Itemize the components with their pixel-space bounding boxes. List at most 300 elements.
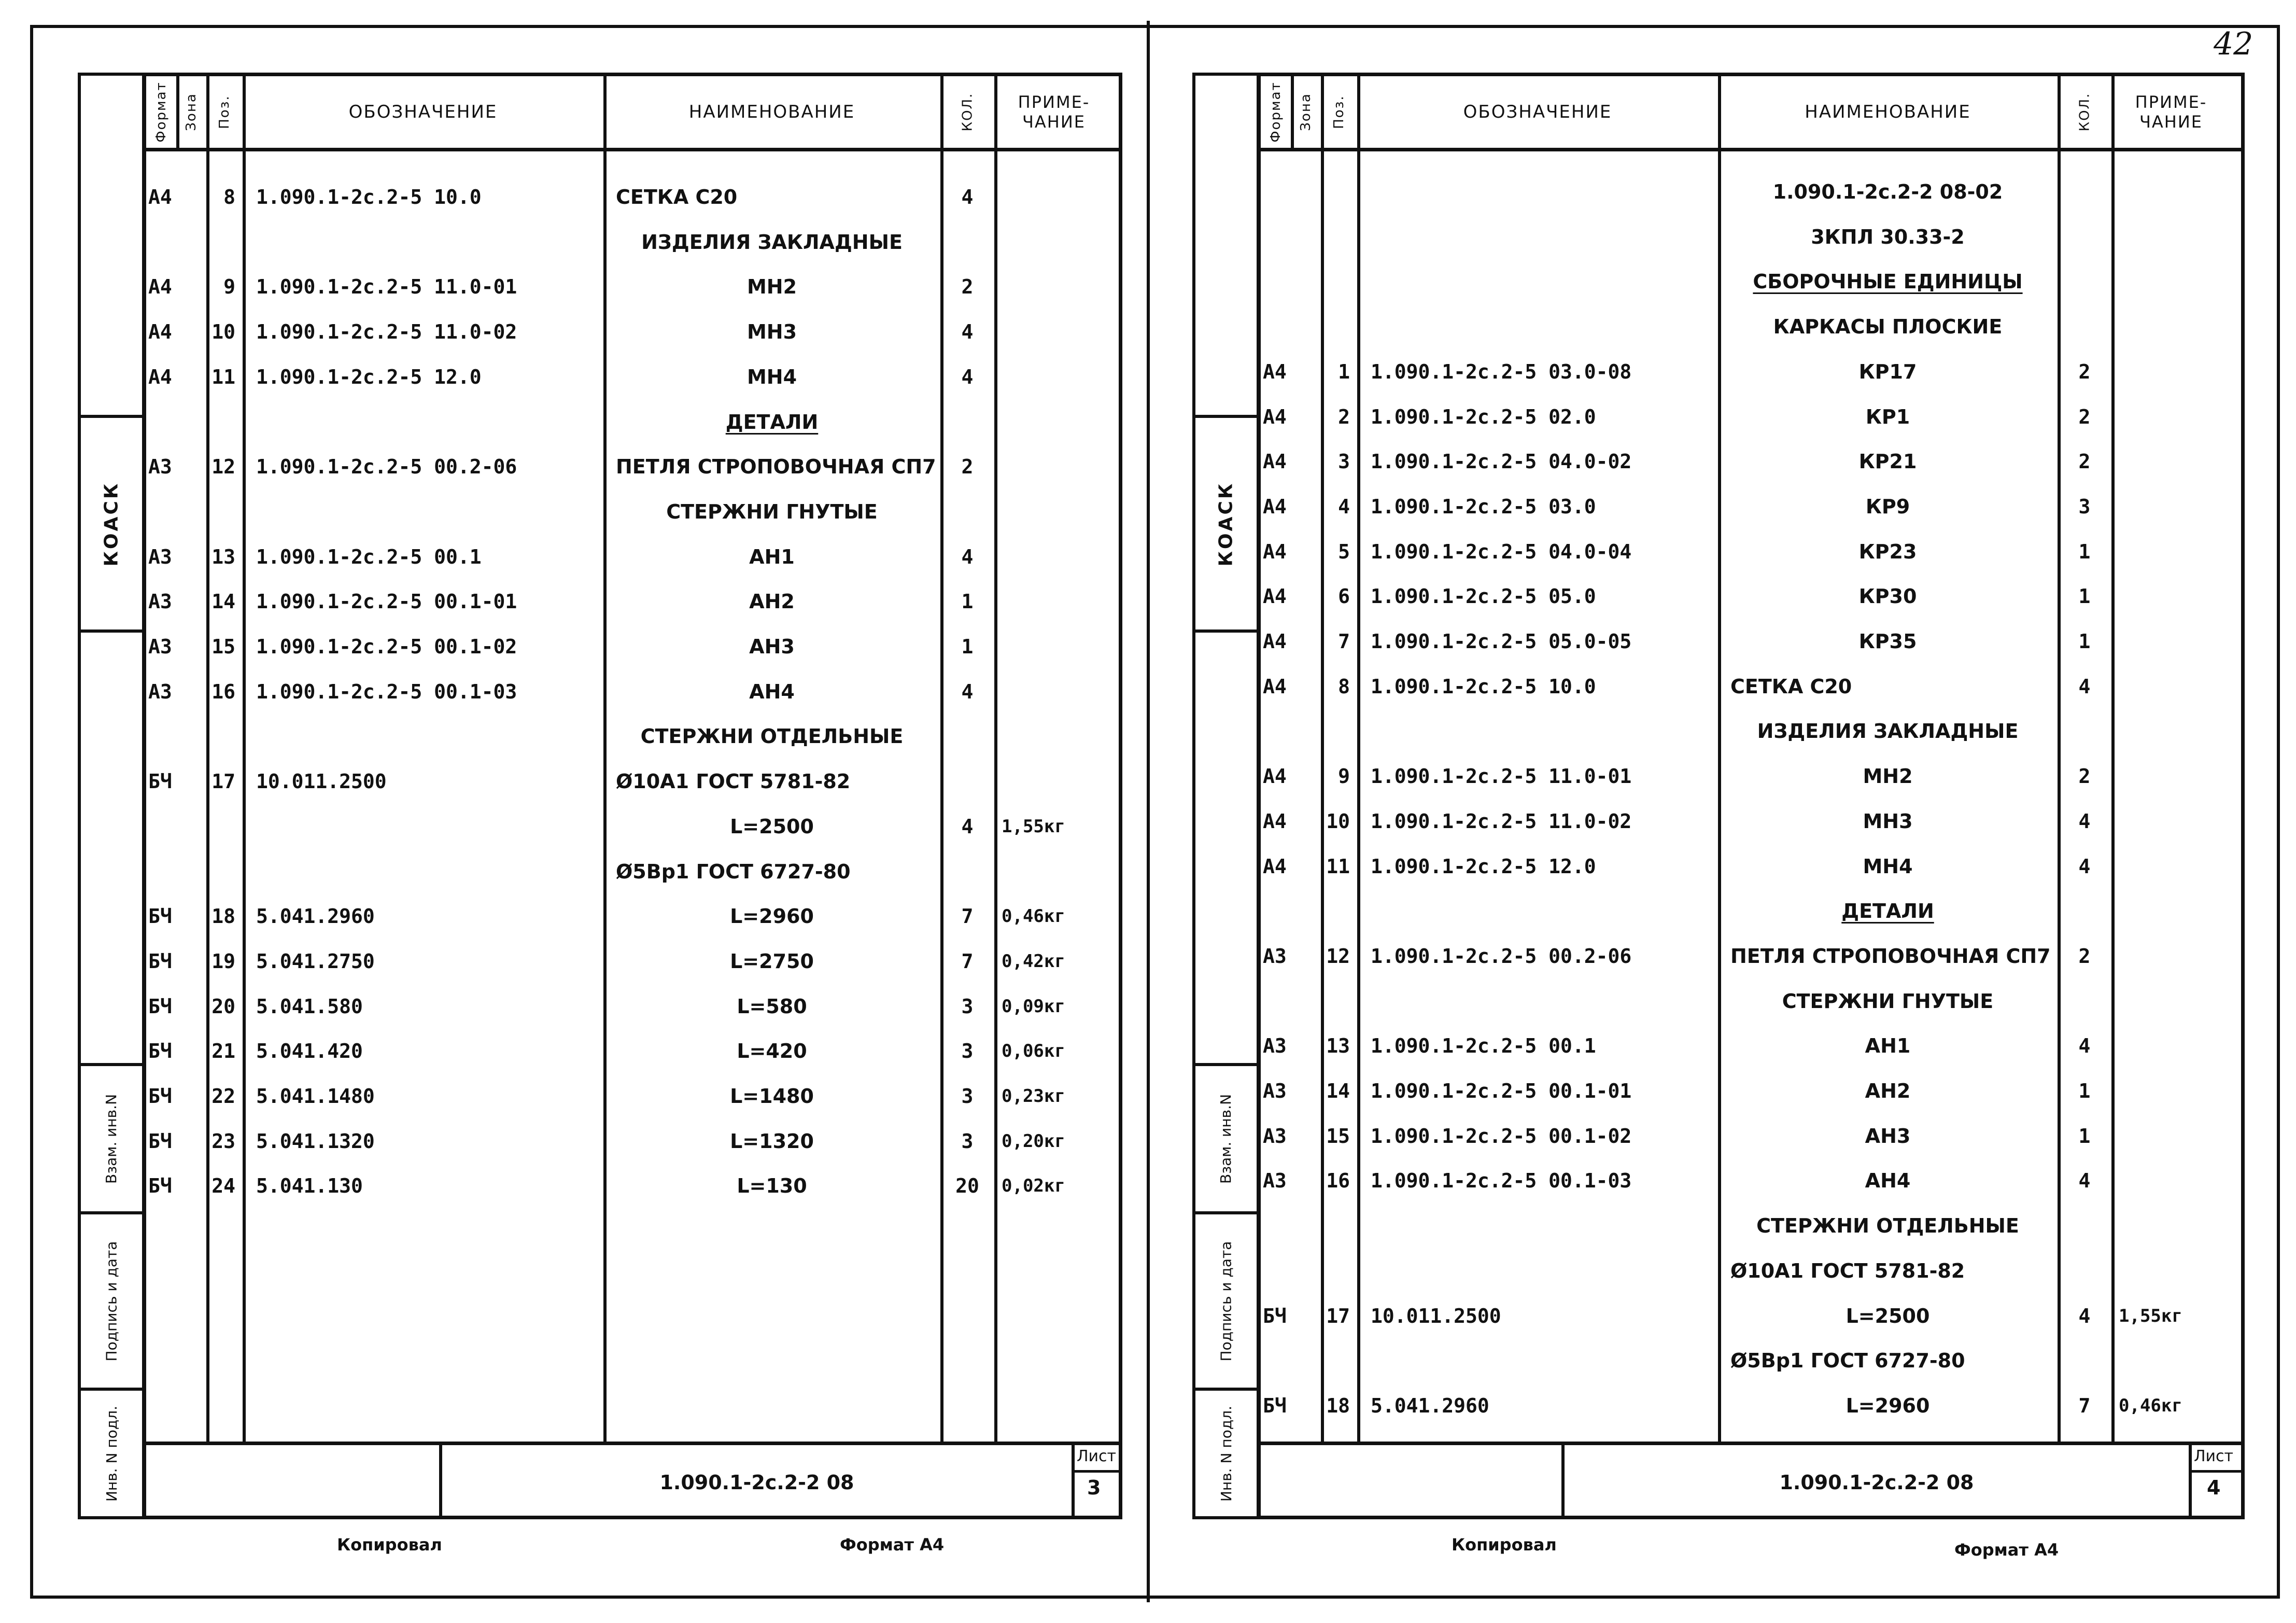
name-cell: Ø10А1 ГОСТ 5781-82	[616, 770, 851, 793]
pos-cell: 11	[1326, 855, 1350, 878]
note-cell	[997, 220, 1117, 264]
table-row	[1261, 709, 2241, 753]
name-cell: Ø5Вр1 ГОСТ 6727-80	[616, 860, 851, 883]
pos-cell: 23	[212, 1129, 235, 1153]
right-vzam-label: Взам. инв.N	[1217, 1094, 1235, 1184]
format-cell: А3	[1263, 1124, 1287, 1148]
table-row	[1261, 395, 2241, 439]
designation-cell: 1.090.1-2с.2-5 11.0-02	[1371, 809, 1632, 833]
format-cell: А4	[148, 365, 172, 388]
designation-cell: 1.090.1-2с.2-5 03.0-08	[1371, 360, 1632, 383]
designation-cell: 1.090.1-2с.2-5 00.1	[1371, 1034, 1596, 1058]
designation-cell	[1357, 1249, 1718, 1293]
format-cell: БЧ	[148, 1129, 172, 1153]
designation-cell: 1.090.1-2с.2-5 00.1-01	[1371, 1080, 1632, 1102]
name-cell: МН3	[746, 320, 797, 344]
left-list-number: 3	[1087, 1476, 1101, 1499]
designation-cell	[243, 714, 603, 759]
left-table-header	[146, 76, 1119, 151]
pos-cell: 18	[1326, 1394, 1350, 1417]
note-cell	[997, 264, 1117, 309]
pos-cell	[1321, 889, 1357, 933]
col-qty-header: КОЛ.	[960, 92, 975, 132]
qty-cell: 4	[2078, 1169, 2091, 1193]
name-cell: L=2500	[730, 815, 814, 838]
table-row	[1261, 484, 2241, 529]
name-cell: КАРКАСЫ ПЛОСКИЕ	[1773, 315, 2003, 339]
underlined-heading: ДЕТАЛИ	[725, 410, 819, 433]
format-cell: А3	[1263, 1080, 1287, 1102]
pos-cell: 19	[212, 949, 235, 973]
designation-cell: 5.041.2750	[256, 949, 375, 973]
name-cell: АН3	[1865, 1124, 1911, 1148]
pos-cell	[206, 714, 243, 759]
table-row	[1261, 304, 2241, 349]
left-vzam-label: Взам. инв.N	[103, 1094, 120, 1184]
name-cell: СТЕРЖНИ ОТДЕЛЬНЫЕ	[1756, 1214, 2019, 1238]
name-cell: АН1	[1865, 1034, 1911, 1058]
qty-cell: 1	[2078, 1124, 2091, 1148]
note-cell	[997, 355, 1117, 399]
qty-cell	[940, 489, 994, 534]
left-list-label: Лист	[1077, 1447, 1117, 1465]
designation-cell: 1.090.1-2с.2-5 11.0-02	[256, 320, 517, 344]
qty-cell: 2	[2078, 405, 2091, 428]
note-cell	[2115, 574, 2234, 619]
designation-cell	[1357, 1338, 1718, 1383]
pos-cell	[206, 220, 243, 264]
col-designation-header: ОБОЗНАЧЕНИЕ	[1463, 102, 1612, 122]
qty-cell	[940, 849, 994, 894]
pos-cell: 16	[212, 680, 235, 703]
pos-cell: 21	[212, 1040, 235, 1063]
name-cell: СТЕРЖНИ ГНУТЫЕ	[1782, 989, 1994, 1013]
table-row	[1261, 1158, 2241, 1203]
right-sheet	[1192, 73, 2245, 1560]
note-cell	[2115, 754, 2234, 799]
note-cell: 0,09кг	[1002, 996, 1065, 1017]
qty-cell: 4	[2078, 1304, 2091, 1327]
format-cell	[146, 714, 176, 759]
note-cell	[997, 535, 1117, 579]
pos-cell: 18	[212, 905, 235, 928]
table-row	[1261, 574, 2241, 619]
format-cell: А4	[1263, 585, 1287, 608]
name-cell: АН2	[749, 590, 795, 613]
pos-cell: 7	[1338, 630, 1350, 653]
page-number: 42	[2214, 26, 2253, 62]
qty-cell	[2058, 979, 2111, 1024]
left-format-label: Формат А4	[840, 1535, 945, 1555]
underlined-heading: ДЕТАЛИ	[1841, 900, 1934, 923]
table-row	[146, 939, 1119, 984]
qty-cell	[2058, 1204, 2111, 1248]
qty-cell: 3	[2078, 495, 2091, 518]
qty-cell	[2058, 1249, 2111, 1293]
designation-cell	[1357, 215, 1718, 259]
left-list-divider	[1072, 1470, 1120, 1473]
table-row	[146, 759, 1119, 804]
pos-cell	[206, 804, 243, 849]
designation-cell	[1357, 304, 1718, 349]
qty-cell	[940, 220, 994, 264]
pos-cell	[1321, 979, 1357, 1024]
table-row	[146, 714, 1119, 759]
table-row	[146, 624, 1119, 669]
table-row	[146, 1029, 1119, 1073]
qty-cell: 1	[961, 635, 974, 658]
qty-cell: 2	[961, 275, 974, 299]
table-row	[1261, 1383, 2241, 1428]
designation-cell	[1357, 889, 1718, 933]
qty-cell: 4	[2078, 855, 2091, 878]
format-cell	[1261, 259, 1291, 304]
right-list-number: 4	[2207, 1476, 2221, 1499]
qty-cell: 1	[2078, 1080, 2091, 1102]
table-row	[146, 444, 1119, 489]
pos-cell: 13	[212, 545, 235, 568]
note-cell	[2115, 1069, 2234, 1113]
note-cell	[2115, 844, 2234, 889]
name-cell: 1.090.1-2с.2-2 08-02	[1772, 180, 2003, 203]
name-cell: СЕТКА С20	[1730, 675, 1852, 698]
qty-cell	[940, 400, 994, 444]
designation-cell: 5.041.130	[256, 1174, 363, 1198]
pos-cell: 10	[1326, 809, 1350, 833]
col-name-header: НАИМЕНОВАНИЕ	[688, 102, 855, 122]
format-cell: БЧ	[148, 995, 172, 1018]
name-cell: МН4	[1863, 855, 1913, 878]
table-row	[1261, 619, 2241, 664]
qty-cell	[940, 759, 994, 804]
qty-cell: 4	[2078, 675, 2091, 698]
designation-cell: 1.090.1-2с.2-5 05.0-05	[1371, 630, 1632, 653]
name-cell: Ø5Вр1 ГОСТ 6727-80	[1730, 1349, 1965, 1373]
pos-cell: 6	[1338, 585, 1350, 608]
note-cell	[997, 400, 1117, 444]
pos-cell	[1321, 1249, 1357, 1293]
right-spec-table	[1257, 73, 2245, 1519]
name-cell: L=2960	[1846, 1394, 1930, 1417]
qty-cell: 3	[961, 1085, 974, 1108]
col-pos-header: Поз.	[1331, 95, 1347, 129]
note-cell: 0,20кг	[1002, 1130, 1065, 1152]
designation-cell: 1.090.1-2с.2-5 04.0-04	[1371, 540, 1632, 563]
qty-cell	[2058, 215, 2111, 259]
table-row	[1261, 529, 2241, 574]
note-cell: 0,02кг	[1002, 1176, 1065, 1197]
name-cell: КР23	[1858, 540, 1917, 563]
name-cell: ИЗДЕЛИЯ ЗАКЛАДНЫЕ	[1757, 720, 2019, 743]
note-cell	[2115, 619, 2234, 664]
table-row	[1261, 844, 2241, 889]
table-row	[146, 400, 1119, 444]
format-cell: А3	[148, 455, 172, 479]
pos-cell	[206, 849, 243, 894]
format-cell: БЧ	[148, 949, 172, 973]
name-cell: АН2	[1865, 1080, 1911, 1102]
format-cell: А3	[148, 680, 172, 703]
format-cell	[1261, 1338, 1291, 1383]
col-pos-header: Поз.	[217, 95, 232, 129]
designation-cell: 1.090.1-2с.2-5 00.1	[256, 545, 482, 568]
table-row	[1261, 754, 2241, 799]
right-table-header	[1261, 76, 2241, 151]
note-cell	[997, 310, 1117, 354]
format-cell	[146, 220, 176, 264]
name-cell: ПЕТЛЯ СТРОПОВОЧНАЯ СП7	[1730, 944, 2051, 968]
name-cell: АН1	[749, 545, 795, 568]
qty-cell: 4	[961, 365, 974, 388]
right-list-label: Лист	[2194, 1447, 2234, 1465]
designation-cell: 1.090.1-2с.2-5 04.0-02	[1371, 450, 1632, 473]
table-row	[146, 849, 1119, 894]
format-cell: А4	[1263, 450, 1287, 473]
designation-cell: 1.090.1-2с.2-5 00.1-03	[1371, 1169, 1632, 1193]
designation-cell: 5.041.2960	[1371, 1394, 1489, 1417]
note-cell	[997, 489, 1117, 534]
note-cell	[2115, 1158, 2234, 1203]
table-row	[146, 489, 1119, 534]
pos-cell: 24	[212, 1174, 235, 1198]
designation-cell	[1357, 709, 1718, 753]
designation-cell: 1.090.1-2с.2-5 12.0	[256, 365, 482, 388]
name-cell: АН4	[1865, 1169, 1911, 1193]
table-row	[146, 220, 1119, 264]
qty-cell: 7	[961, 905, 974, 928]
name-cell: МН3	[1863, 809, 1913, 833]
name-cell: Ø10А1 ГОСТ 5781-82	[1730, 1259, 1965, 1282]
right-stamp-code: 1.090.1-2с.2-2 08	[1561, 1445, 2189, 1519]
designation-cell: 1.090.1-2с.2-5 00.1-02	[256, 635, 517, 658]
format-cell	[1261, 709, 1291, 753]
format-cell: А3	[148, 590, 172, 613]
qty-cell: 4	[2078, 809, 2091, 833]
pos-cell: 8	[1338, 675, 1350, 698]
designation-cell: 10.011.2500	[256, 770, 387, 793]
format-cell: А3	[148, 545, 172, 568]
col-note-header: ПРИМЕ-ЧАНИЕ	[2135, 92, 2207, 132]
name-cell: L=420	[737, 1040, 807, 1063]
right-list-divider	[2189, 1470, 2242, 1473]
qty-cell	[2058, 259, 2111, 304]
designation-cell: 1.090.1-2с.2-5 10.0	[1371, 675, 1596, 698]
qty-cell	[2058, 170, 2111, 214]
table-row	[1261, 1024, 2241, 1068]
pos-cell: 14	[1326, 1080, 1350, 1102]
center-fold-line	[1147, 21, 1150, 1602]
note-cell	[2115, 395, 2234, 439]
col-qty-header: КОЛ.	[2077, 92, 2092, 132]
col-name-header: НАИМЕНОВАНИЕ	[1805, 102, 1971, 122]
note-cell: 0,42кг	[1002, 950, 1065, 972]
format-cell: А3	[1263, 944, 1287, 968]
name-cell: L=2960	[730, 905, 814, 928]
name-cell: КР35	[1858, 630, 1917, 653]
name-cell: L=580	[737, 995, 807, 1018]
pos-cell	[1321, 170, 1357, 214]
note-cell	[2115, 484, 2234, 529]
note-cell: 0,06кг	[1002, 1041, 1065, 1062]
designation-cell: 1.090.1-2с.2-5 12.0	[1371, 855, 1596, 878]
name-cell: КР21	[1858, 450, 1917, 473]
qty-cell: 4	[961, 320, 974, 344]
name-cell	[603, 400, 940, 444]
designation-cell: 1.090.1-2с.2-5 11.0-01	[1371, 765, 1632, 788]
pos-cell: 17	[212, 770, 235, 793]
format-cell: А4	[1263, 540, 1287, 563]
col-note-header: ПРИМЕ-ЧАНИЕ	[1018, 92, 1090, 132]
note-cell	[2115, 889, 2234, 933]
col-zone-header: Зона	[1298, 93, 1314, 131]
note-cell	[2115, 1338, 2234, 1383]
table-row	[1261, 259, 2241, 304]
designation-cell: 5.041.1480	[256, 1085, 375, 1108]
table-row	[146, 579, 1119, 624]
pos-cell: 16	[1326, 1169, 1350, 1193]
format-cell: БЧ	[148, 1040, 172, 1063]
qty-cell: 4	[2078, 1034, 2091, 1058]
qty-cell	[2058, 304, 2111, 349]
col-designation-header: ОБОЗНАЧЕНИЕ	[348, 102, 498, 122]
left-sheet	[78, 73, 1120, 1555]
qty-cell: 4	[961, 545, 974, 568]
pos-cell: 15	[212, 635, 235, 658]
designation-cell	[243, 804, 603, 849]
note-cell: 1,55кг	[2119, 1305, 2182, 1326]
qty-cell: 2	[2078, 450, 2091, 473]
format-cell: А3	[148, 635, 172, 658]
qty-cell: 20	[955, 1174, 979, 1198]
note-cell: 1,55кг	[1002, 816, 1065, 837]
format-cell	[1261, 170, 1291, 214]
name-cell: L=2500	[1846, 1304, 1930, 1327]
pos-cell: 9	[1338, 765, 1350, 788]
note-cell	[2115, 1024, 2234, 1068]
designation-cell: 1.090.1-2с.2-5 10.0	[256, 186, 482, 208]
format-cell: БЧ	[148, 905, 172, 928]
col-format-header: Формат	[153, 81, 169, 143]
pos-cell: 14	[212, 590, 235, 613]
pos-cell	[1321, 304, 1357, 349]
pos-cell: 12	[1326, 944, 1350, 968]
left-approval-labels	[78, 1063, 145, 1519]
pos-cell: 15	[1326, 1124, 1350, 1148]
left-podpis-label: Подпись и дата	[81, 1211, 142, 1388]
table-row	[146, 1074, 1119, 1118]
table-row	[146, 804, 1119, 849]
pos-cell: 22	[212, 1085, 235, 1108]
format-cell	[1261, 1249, 1291, 1293]
designation-cell: 1.090.1-2с.2-5 11.0-01	[256, 275, 517, 299]
underlined-heading: СБОРОЧНЫЕ ЕДИНИЦЫ	[1753, 270, 2023, 293]
format-cell: А4	[1263, 495, 1287, 518]
pos-cell: 3	[1338, 450, 1350, 473]
designation-cell: 10.011.2500	[1371, 1304, 1501, 1327]
table-row	[1261, 934, 2241, 978]
right-inv-label: Инв. N подл.	[1195, 1388, 1257, 1516]
table-row	[1261, 439, 2241, 484]
qty-cell: 2	[961, 455, 974, 479]
qty-cell: 3	[961, 1129, 974, 1153]
right-title-block	[1261, 1442, 2241, 1519]
designation-cell	[243, 400, 603, 444]
left-koack-label: КОАСК	[101, 481, 122, 566]
format-cell: БЧ	[148, 1174, 172, 1198]
pos-cell: 4	[1338, 495, 1350, 518]
qty-cell	[2058, 1338, 2111, 1383]
right-koack-label: КОАСК	[1215, 481, 1237, 566]
note-cell	[2115, 304, 2234, 349]
table-row	[146, 310, 1119, 354]
designation-cell: 5.041.580	[256, 995, 363, 1018]
qty-cell: 3	[961, 995, 974, 1018]
note-cell	[2115, 1204, 2234, 1248]
note-cell	[2115, 439, 2234, 484]
name-cell: АН4	[749, 680, 795, 703]
qty-cell	[940, 714, 994, 759]
table-row	[146, 1164, 1119, 1208]
designation-cell	[243, 489, 603, 534]
pos-cell	[1321, 1204, 1357, 1248]
note-cell	[2115, 934, 2234, 978]
table-row	[1261, 1338, 2241, 1383]
format-cell: А4	[148, 320, 172, 344]
table-row	[146, 1119, 1119, 1164]
note-cell	[2115, 170, 2234, 214]
qty-cell: 1	[961, 590, 974, 613]
note-cell	[2115, 1114, 2234, 1158]
table-row	[146, 894, 1119, 939]
name-cell: МН4	[746, 365, 797, 388]
designation-cell	[1357, 979, 1718, 1024]
format-cell	[1261, 215, 1291, 259]
pos-cell: 8	[223, 186, 235, 208]
note-cell	[2115, 799, 2234, 844]
format-cell: БЧ	[148, 1085, 172, 1108]
table-row	[1261, 1249, 2241, 1293]
name-cell: МН2	[1863, 765, 1913, 788]
table-row	[1261, 1204, 2241, 1248]
designation-cell	[243, 849, 603, 894]
qty-cell: 7	[2078, 1394, 2091, 1417]
name-cell: МН2	[746, 275, 797, 299]
table-row	[1261, 349, 2241, 394]
name-cell: КР17	[1858, 360, 1917, 383]
name-cell: L=1320	[730, 1129, 814, 1153]
name-cell: ИЗДЕЛИЯ ЗАКЛАДНЫЕ	[641, 230, 903, 254]
format-cell	[146, 804, 176, 849]
note-cell	[2115, 259, 2234, 304]
designation-cell: 5.041.1320	[256, 1129, 375, 1153]
pos-cell: 12	[212, 455, 235, 479]
format-cell: А4	[148, 186, 172, 208]
col-zone-header: Зона	[184, 93, 200, 131]
pos-cell	[1321, 1338, 1357, 1383]
name-cell: КР9	[1865, 495, 1910, 518]
name-cell	[1718, 259, 2058, 304]
note-cell	[997, 849, 1117, 894]
pos-cell: 20	[212, 995, 235, 1018]
designation-cell: 1.090.1-2с.2-5 00.1-01	[256, 590, 517, 613]
note-cell	[997, 759, 1117, 804]
format-cell: А4	[1263, 855, 1287, 878]
pos-cell	[1321, 709, 1357, 753]
pos-cell	[206, 489, 243, 534]
pos-cell: 13	[1326, 1034, 1350, 1058]
designation-cell: 5.041.2960	[256, 905, 375, 928]
name-cell: АН3	[749, 635, 795, 658]
